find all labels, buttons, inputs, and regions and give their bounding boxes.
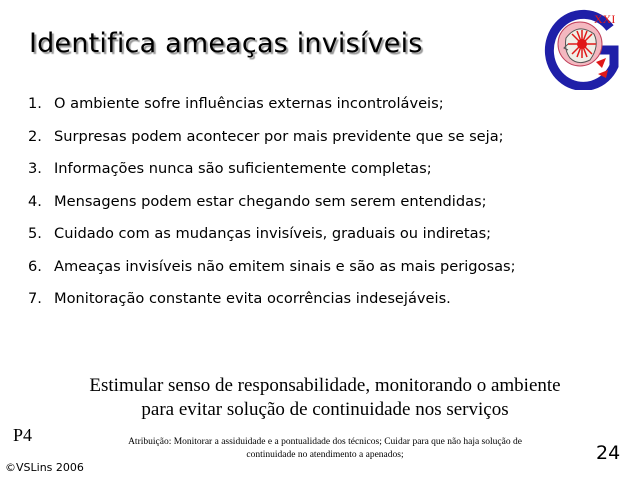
item-number: 4. — [28, 192, 42, 210]
item-text: Informações nunca são suficientemente completas; — [54, 160, 432, 177]
attribution-line: continuidade no atendimento a apenados; — [246, 450, 404, 460]
list-item — [28, 290, 516, 323]
list-item — [28, 225, 516, 258]
item-text: Cuidado com as mudanças invisíveis, graduais ou indiretas; — [54, 225, 492, 242]
list-item — [28, 258, 516, 291]
item-number: 7. — [28, 290, 42, 307]
attribution-text — [45, 436, 605, 462]
item-number: 5. — [28, 225, 42, 242]
item-number: 1. — [28, 95, 42, 112]
slide-title: Identifica ameaças invisíveis — [29, 28, 423, 59]
list-item — [28, 160, 516, 193]
list-item — [28, 128, 516, 161]
item-text: Mensagens podem estar chegando sem serem entendidas; — [54, 192, 487, 210]
logo-badge-text: XXI — [594, 12, 616, 26]
item-text: Surpresas podem acontecer por mais previdente que se seja; — [54, 127, 504, 145]
item-number: 2. — [28, 127, 42, 145]
summary-line: Estimular senso de responsabilidade, monitorando o ambiente — [89, 375, 561, 396]
copyright-notice: ©VSLins 2006 — [5, 461, 84, 474]
threat-list — [28, 95, 516, 323]
list-item — [28, 95, 516, 128]
summary-line: para evitar solução de continuidade nos serviços — [141, 399, 509, 420]
attribution-line: Atribuição: Monitorar a assiduidade e a pontualidade dos técnicos; Cuidar para que não haja solução de — [128, 437, 522, 447]
item-text: O ambiente sofre influências externas incontroláveis; — [54, 95, 444, 112]
list-item — [28, 193, 516, 226]
item-text: Ameaças invisíveis não emitem sinais e são as mais perigosas; — [54, 257, 516, 275]
item-number: 6. — [28, 257, 42, 275]
item-text: Monitoração constante evita ocorrências indesejáveis. — [54, 290, 451, 307]
item-number: 3. — [28, 160, 42, 177]
summary-text — [40, 374, 610, 422]
section-code: P4 — [13, 425, 33, 445]
page-number: 24 — [596, 442, 621, 464]
gestao-g-logo-icon — [544, 8, 626, 90]
